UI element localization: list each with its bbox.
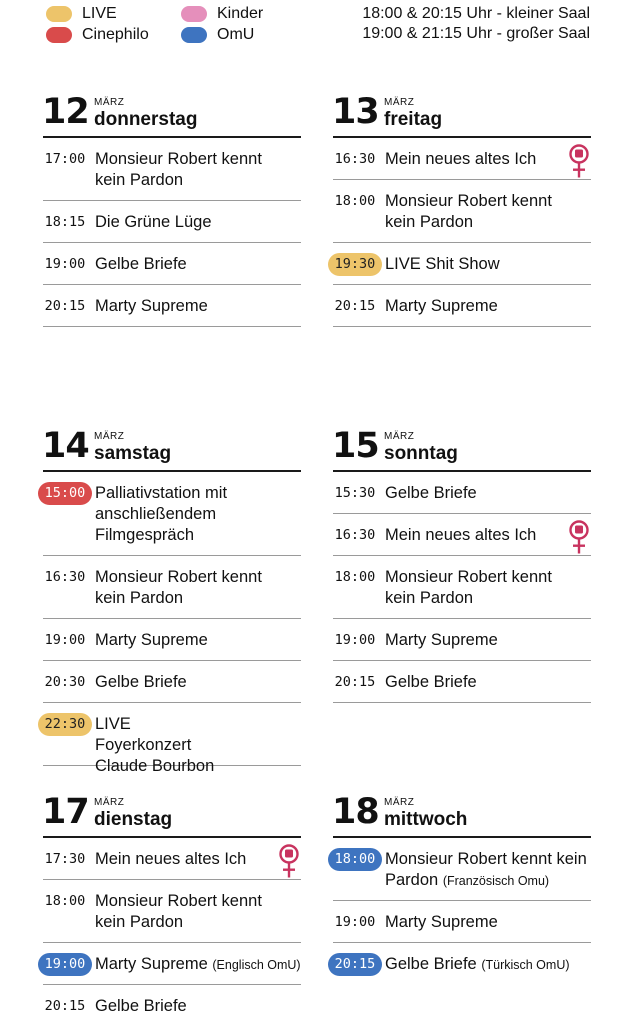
film-title — [95, 954, 301, 976]
screening-row[interactable] — [333, 661, 591, 703]
screening-row[interactable] — [43, 138, 301, 201]
live-time-badge: 19:30 — [328, 253, 382, 276]
day-month: MÄRZ — [94, 97, 125, 108]
film-title: Gelbe Briefe — [385, 484, 477, 502]
film-title: Mein neues altes Ich — [385, 150, 537, 168]
day-header — [42, 792, 301, 838]
screening-time: 20:15 — [44, 298, 86, 314]
day-column-18 — [332, 792, 591, 985]
live-time-badge: 22:30 — [38, 713, 92, 736]
cinephilo-time-badge: 15:00 — [38, 482, 92, 505]
day-number: 18 — [332, 792, 379, 832]
omu-time-badge: 18:00 — [328, 848, 382, 871]
film-title: Gelbe Briefe — [385, 673, 477, 691]
day-column-13 — [332, 92, 591, 327]
screening-row[interactable] — [333, 472, 591, 514]
legend-omu — [181, 25, 254, 45]
feminism-fist-icon — [279, 844, 299, 880]
screening-row[interactable] — [43, 201, 301, 243]
film-title: Gelbe Briefe — [95, 255, 187, 273]
legend-cinephilo — [46, 25, 149, 45]
legend-live — [46, 4, 117, 24]
film-title — [385, 954, 591, 976]
day-column-15 — [332, 426, 591, 703]
language-note: (Französisch Omu) — [442, 874, 550, 888]
hall-times — [362, 4, 590, 44]
screening-row[interactable] — [333, 556, 591, 619]
screening-row[interactable] — [43, 243, 301, 285]
omu-time-badge: 19:00 — [38, 953, 92, 976]
day-header — [42, 92, 301, 138]
legend-label: Cinephilo — [82, 26, 149, 43]
film-title — [385, 849, 591, 892]
film-title: LIVE Shit Show — [385, 255, 500, 273]
screening-row[interactable] — [43, 943, 301, 985]
screening-row[interactable] — [43, 880, 301, 943]
film-title: LIVE Foyerkonzert Claude Bourbon — [95, 715, 215, 775]
screening-time: 15:30 — [334, 485, 376, 501]
film-title: Die Grüne Lüge — [95, 213, 212, 231]
day-header — [332, 426, 591, 472]
large-hall-times: 19:00 & 21:15 Uhr - großer Saal — [362, 25, 590, 42]
screening-row[interactable] — [43, 619, 301, 661]
legend-label: Kinder — [217, 5, 264, 22]
day-column-14 — [42, 426, 301, 775]
screening-time: 17:30 — [44, 851, 86, 867]
film-title-text: Marty Supreme — [95, 955, 208, 973]
language-note: (Türkisch OmU) — [481, 958, 570, 972]
film-title: Gelbe Briefe — [95, 673, 187, 691]
film-title: Monsieur Robert kennt kein Pardon — [385, 192, 552, 231]
day-month: MÄRZ — [94, 797, 125, 808]
screening-time: 16:30 — [44, 569, 86, 585]
day-number: 13 — [332, 92, 379, 132]
film-title: Marty Supreme — [385, 631, 498, 649]
legend-label: LIVE — [82, 5, 117, 22]
film-title: Marty Supreme — [95, 631, 208, 649]
screening-row[interactable] — [333, 138, 591, 180]
screening-row[interactable] — [43, 472, 301, 556]
film-title: Gelbe Briefe — [95, 997, 187, 1015]
feminism-fist-icon — [569, 520, 589, 556]
film-title-text: Gelbe Briefe — [385, 955, 477, 973]
screening-time: 20:30 — [44, 674, 86, 690]
day-month: MÄRZ — [384, 431, 415, 442]
screening-time: 18:00 — [44, 893, 86, 909]
weekday-name: dienstag — [94, 809, 173, 830]
weekday-name: mittwoch — [384, 809, 468, 830]
screening-time: 18:00 — [334, 569, 376, 585]
day-month: MÄRZ — [94, 431, 125, 442]
day-month: MÄRZ — [384, 97, 415, 108]
film-title: Marty Supreme — [385, 913, 498, 931]
day-header — [332, 92, 591, 138]
screening-row[interactable] — [333, 901, 591, 943]
omu-color-swatch — [181, 27, 207, 43]
screening-time: 19:00 — [334, 914, 376, 930]
screening-time: 16:30 — [334, 151, 376, 167]
film-title: Palliativstation mit anschließendem Filmgespräch — [95, 484, 228, 544]
screening-time: 19:00 — [44, 632, 86, 648]
feminism-fist-icon — [569, 144, 589, 180]
screening-row[interactable] — [43, 661, 301, 703]
live-color-swatch — [46, 6, 72, 22]
language-note: (Englisch OmU) — [212, 958, 301, 972]
film-title-text: Monsieur Robert kennt kein Pardon — [385, 850, 587, 889]
film-title: Mein neues altes Ich — [385, 526, 537, 544]
film-title: Marty Supreme — [95, 297, 208, 315]
weekday-name: sonntag — [384, 443, 458, 464]
day-number: 14 — [42, 426, 89, 466]
screening-time: 20:15 — [44, 998, 86, 1014]
omu-time-badge: 20:15 — [328, 953, 382, 976]
legend-kinder — [181, 4, 263, 24]
film-title: Monsieur Robert kennt kein Pardon — [95, 892, 262, 931]
kinder-color-swatch — [181, 6, 207, 22]
film-title: Marty Supreme — [385, 297, 498, 315]
day-number: 17 — [42, 792, 89, 832]
screening-row[interactable] — [333, 838, 591, 901]
day-header — [332, 792, 591, 838]
day-column-12 — [42, 92, 301, 327]
screening-row[interactable] — [333, 943, 591, 985]
film-title: Monsieur Robert kennt kein Pardon — [385, 568, 552, 607]
screening-row[interactable] — [333, 243, 591, 285]
screening-time: 20:15 — [334, 298, 376, 314]
day-number: 15 — [332, 426, 379, 466]
screening-row[interactable] — [333, 180, 591, 243]
screening-row[interactable] — [43, 985, 301, 1027]
screening-time: 20:15 — [334, 674, 376, 690]
screening-time: 18:15 — [44, 214, 86, 230]
cinephilo-color-swatch — [46, 27, 72, 43]
weekday-name: samstag — [94, 443, 172, 464]
screening-time: 19:00 — [334, 632, 376, 648]
screening-time: 16:30 — [334, 527, 376, 543]
screening-row[interactable] — [43, 556, 301, 619]
screening-row[interactable] — [43, 838, 301, 880]
screening-row[interactable] — [333, 514, 591, 556]
screening-row[interactable] — [43, 285, 301, 327]
weekday-name: donnerstag — [94, 109, 198, 130]
day-month: MÄRZ — [384, 797, 415, 808]
screening-row[interactable] — [333, 285, 591, 327]
legend-label: OmU — [217, 26, 255, 43]
day-number: 12 — [42, 92, 89, 132]
film-title: Monsieur Robert kennt kein Pardon — [95, 568, 262, 607]
day-column-17 — [42, 792, 301, 1027]
film-title: Monsieur Robert kennt kein Pardon — [95, 150, 262, 189]
screening-time: 17:00 — [44, 151, 86, 167]
small-hall-times: 18:00 & 20:15 Uhr - kleiner Saal — [362, 5, 590, 22]
film-title: Mein neues altes Ich — [95, 850, 247, 868]
screening-row[interactable] — [333, 619, 591, 661]
screening-row[interactable] — [43, 703, 301, 775]
screening-time: 18:00 — [334, 193, 376, 209]
day-header — [42, 426, 301, 472]
weekday-name: freitag — [384, 109, 443, 130]
screening-time: 19:00 — [44, 256, 86, 272]
legend — [46, 4, 590, 48]
